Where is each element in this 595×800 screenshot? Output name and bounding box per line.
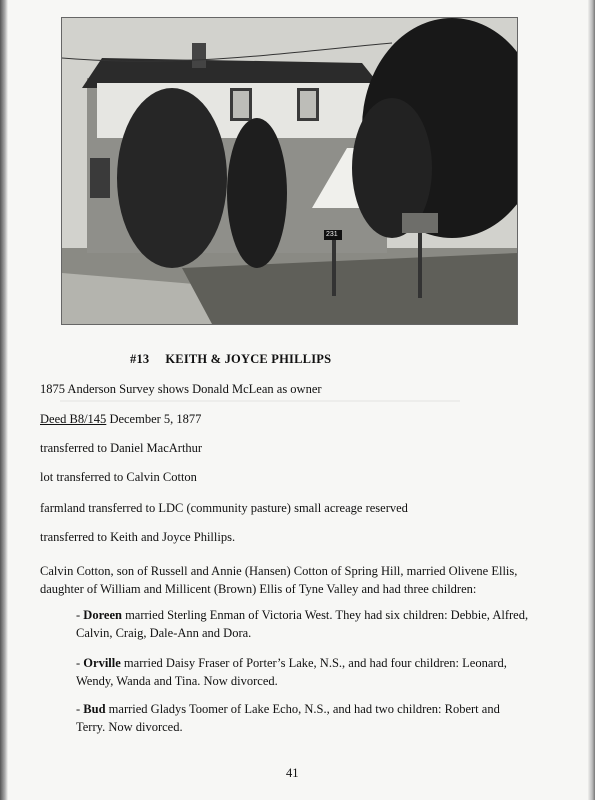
page-number: 41 [286,766,299,780]
record-text: transferred to Daniel MacArthur [40,441,203,455]
family-paragraph: Calvin Cotton, son of Russell and Annie (Hansen) Cotton of Spring Hill, married Olivene Ellis, daughter of William and Millicent (Brown) Ellis of Tyne Valley and had three children: [40,564,518,596]
record-text: farmland transferred to LDC (community pasture) small acreage reserved [40,501,408,515]
child-text: married Sterling Enman of Victoria West. They had six children: Debbie, Alfred, Calvin, Craig, Dale-Ann and Dora. [76,608,529,640]
house-photograph [61,17,518,325]
record-text: 1875 Anderson Survey shows Donald McLean as owner [40,382,322,396]
deed-reference: Deed B8/145 [40,412,107,426]
record-text: lot transferred to Calvin Cotton [40,470,197,484]
section-names: KEITH & JOYCE PHILLIPS [165,352,332,366]
record-line [40,412,201,427]
list-dash: - [76,702,84,716]
child-entry [76,606,541,642]
list-dash: - [76,656,84,670]
record-line [40,470,197,485]
record-text: December 5, 1877 [106,412,202,426]
bleed-through [60,400,460,402]
scan-edge-left [0,0,8,800]
record-line [40,501,408,516]
child-entry [76,700,521,736]
child-name: Orville [83,656,121,670]
section-heading [130,352,390,367]
record-text: transferred to Keith and Joyce Phillips. [40,530,236,544]
child-text: married Daisy Fraser of Porter’s Lake, N.S., and had four children: Leonard, Wendy, Wanda and Tina. Now divorced. [76,656,507,688]
list-dash: - [76,608,84,622]
scan-edge-right [588,0,595,800]
record-line [40,382,322,397]
child-text: married Gladys Toomer of Lake Echo, N.S., and had two children: Robert and Terry. Now divorced. [76,702,500,734]
child-name: Doreen [83,608,122,622]
child-entry [76,654,521,690]
house-number-sign: 231 [326,231,338,238]
section-number: #13 [130,352,150,366]
record-line [40,441,202,456]
record-line [40,530,235,545]
house-photo-image [62,18,517,324]
child-name: Bud [83,702,106,716]
